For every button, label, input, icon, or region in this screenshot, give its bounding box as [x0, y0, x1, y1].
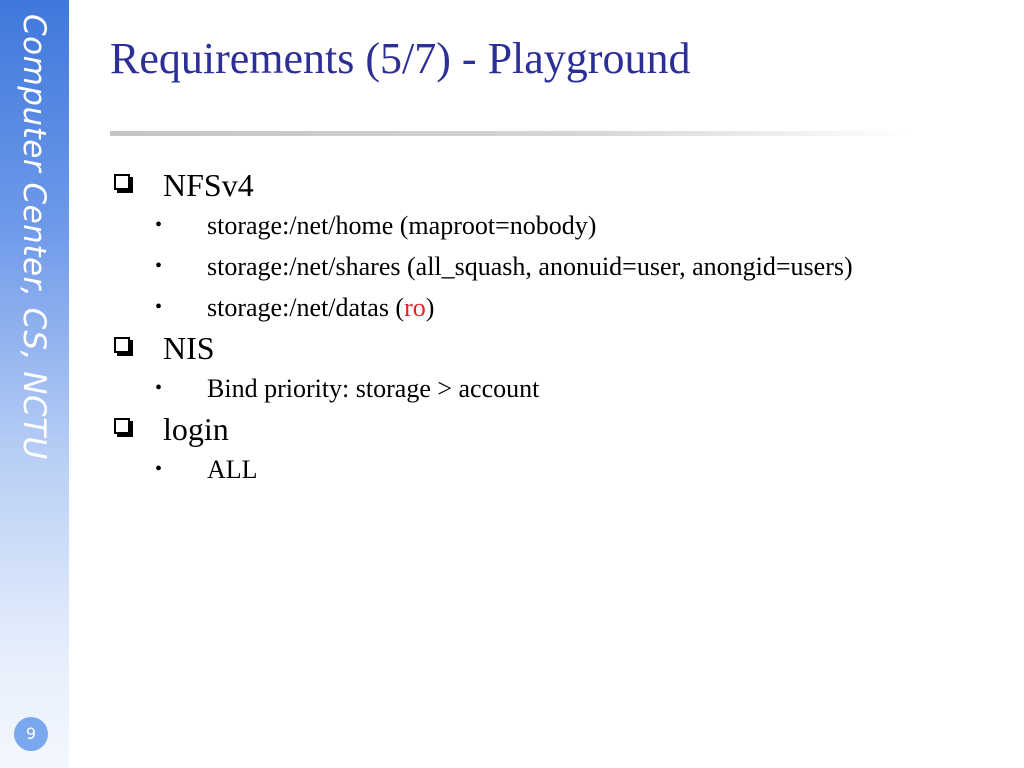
bullet-list: [110, 205, 990, 328]
bullet-list: [110, 368, 990, 409]
title-divider: [110, 131, 910, 136]
list-item: [110, 205, 990, 246]
page-number-badge: 9: [14, 717, 48, 751]
list-item: [110, 287, 990, 328]
list-item-text: storage:/net/home (maproot=nobody): [207, 211, 597, 240]
slide-content: [110, 165, 990, 490]
list-item-text: [207, 287, 434, 328]
section-nfsv4: [110, 165, 990, 328]
list-item-text: ALL: [207, 455, 258, 484]
bullet-dot-icon: •: [155, 377, 163, 399]
list-item-text: Bind priority: storage > account: [207, 374, 540, 403]
section-label: NFSv4: [163, 167, 254, 203]
sidebar-label: Computer Center, CS, NCTU: [16, 14, 52, 460]
checkbox-square-icon: [114, 418, 130, 434]
checkbox-square-icon: [114, 337, 130, 353]
section-label: NIS: [163, 330, 215, 366]
bullet-dot-icon: •: [155, 214, 163, 236]
readonly-highlight: ro: [404, 293, 426, 322]
section-label: login: [163, 411, 229, 447]
section-login: [110, 409, 990, 490]
list-item-text: storage:/net/shares (all_squash, anonuid=user, anongid=users): [207, 252, 853, 281]
sidebar: [0, 0, 69, 768]
bullet-dot-icon: •: [155, 255, 163, 277]
checkbox-square-icon: [114, 174, 130, 190]
list-item: [110, 246, 990, 287]
bullet-list: [110, 449, 990, 490]
section-nis: [110, 328, 990, 409]
text-segment: ): [425, 293, 435, 322]
slide-title: Requirements (5/7) - Playground: [110, 34, 691, 83]
list-item: [110, 368, 990, 409]
list-item: [110, 449, 990, 490]
bullet-dot-icon: •: [155, 296, 163, 318]
bullet-dot-icon: •: [155, 458, 163, 480]
section-heading: [110, 409, 990, 449]
text-segment: storage:/net/datas (: [207, 293, 405, 322]
section-heading: [110, 328, 990, 368]
section-heading: [110, 165, 990, 205]
